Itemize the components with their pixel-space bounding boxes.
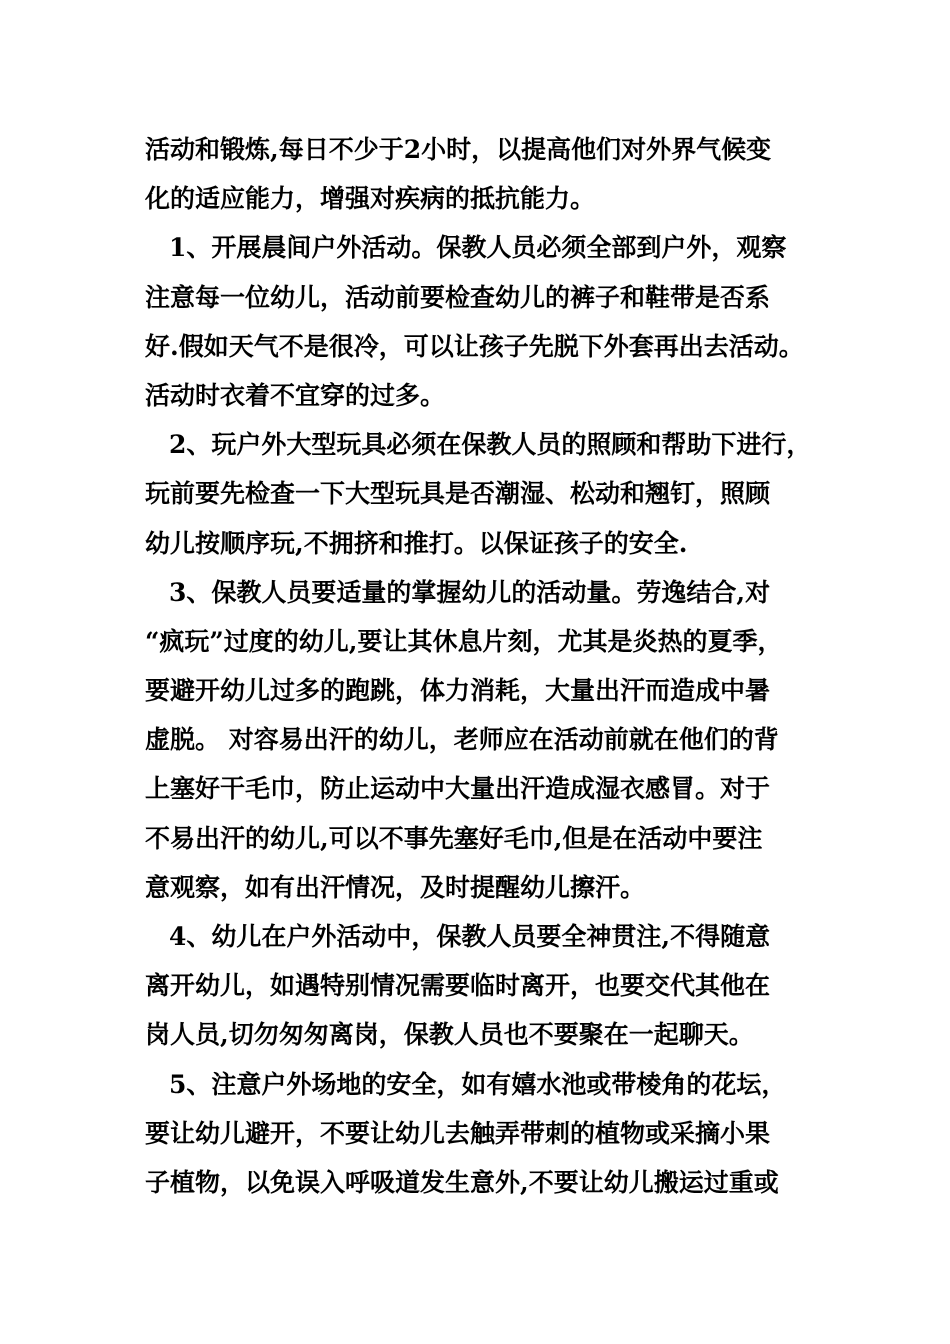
paragraph-line: 意观察，如有出汗情况，及时提醒幼儿擦汗。 bbox=[145, 872, 646, 902]
paragraph-line: 离开幼儿，如遇特别情况需要临时离开，也要交代其他在 bbox=[145, 971, 771, 1001]
paragraph-line: 活动和锻炼,每日不少于2小时，以提高他们对外界气候变 bbox=[145, 135, 772, 164]
paragraph-line: 岗人员,切勿匆匆离岗，保教人员也不要聚在一起聊天。 bbox=[145, 1020, 754, 1050]
paragraph-line: 幼儿按顺序玩,不拥挤和推打。以保证孩子的安全. bbox=[145, 528, 688, 558]
paragraph-line: 子植物，以免误入呼吸道发生意外,不要让幼儿搬运过重或 bbox=[145, 1167, 779, 1197]
paragraph-6 bbox=[145, 1060, 810, 1208]
paragraph-5 bbox=[145, 912, 810, 1060]
paragraph-line: 虚脱。 对容易出汗的幼儿，老师应在活动前就在他们的背 bbox=[145, 725, 779, 755]
paragraph-line: 4、幼儿在户外活动中，保教人员要全神贯注,不得随意 bbox=[169, 922, 771, 951]
paragraph-line: 化的适应能力，增强对疾病的抵抗能力。 bbox=[145, 184, 596, 214]
paragraph-1 bbox=[145, 125, 810, 223]
paragraph-4 bbox=[145, 568, 810, 912]
paragraph-line: 1、开展晨间户外活动。保教人员必须全部到户外，观察 bbox=[169, 233, 787, 263]
paragraph-line: 3、保教人员要适量的掌握幼儿的活动量。劳逸结合,对 bbox=[169, 577, 771, 607]
paragraph-line: 不易出汗的幼儿,可以不事先塞好毛巾,但是在活动中要注 bbox=[145, 823, 763, 853]
paragraph-line: 要避开幼儿过多的跑跳，体力消耗，大量出汗而造成中暑 bbox=[145, 676, 771, 706]
document-body bbox=[145, 125, 810, 1207]
paragraph-2 bbox=[145, 223, 810, 420]
paragraph-line: 好.假如天气不是很冷，可以让孩子先脱下外套再出去活动。 bbox=[145, 331, 804, 361]
paragraph-line: 注意每一位幼儿，活动前要检查幼儿的裤子和鞋带是否系 bbox=[145, 282, 771, 312]
paragraph-line: 5、注意户外场地的安全，如有嬉水池或带棱角的花坛， bbox=[169, 1069, 787, 1099]
paragraph-line: 2、玩户外大型玩具必须在保教人员的照顾和帮助下进行， bbox=[169, 430, 812, 460]
paragraph-line: 玩前要先检查一下大型玩具是否潮湿、松动和翘钉，照顾 bbox=[145, 479, 771, 509]
paragraph-line: “疯玩”过度的幼儿,要让其休息片刻，尤其是炎热的夏季， bbox=[145, 626, 783, 656]
paragraph-line: 上塞好干毛巾，防止运动中大量出汗造成湿衣感冒。对于 bbox=[145, 774, 771, 804]
paragraph-line: 要让幼儿避开，不要让幼儿去触弄带刺的植物或采摘小果 bbox=[145, 1118, 771, 1148]
paragraph-line: 活动时衣着不宜穿的过多。 bbox=[145, 380, 446, 410]
paragraph-3 bbox=[145, 420, 810, 568]
